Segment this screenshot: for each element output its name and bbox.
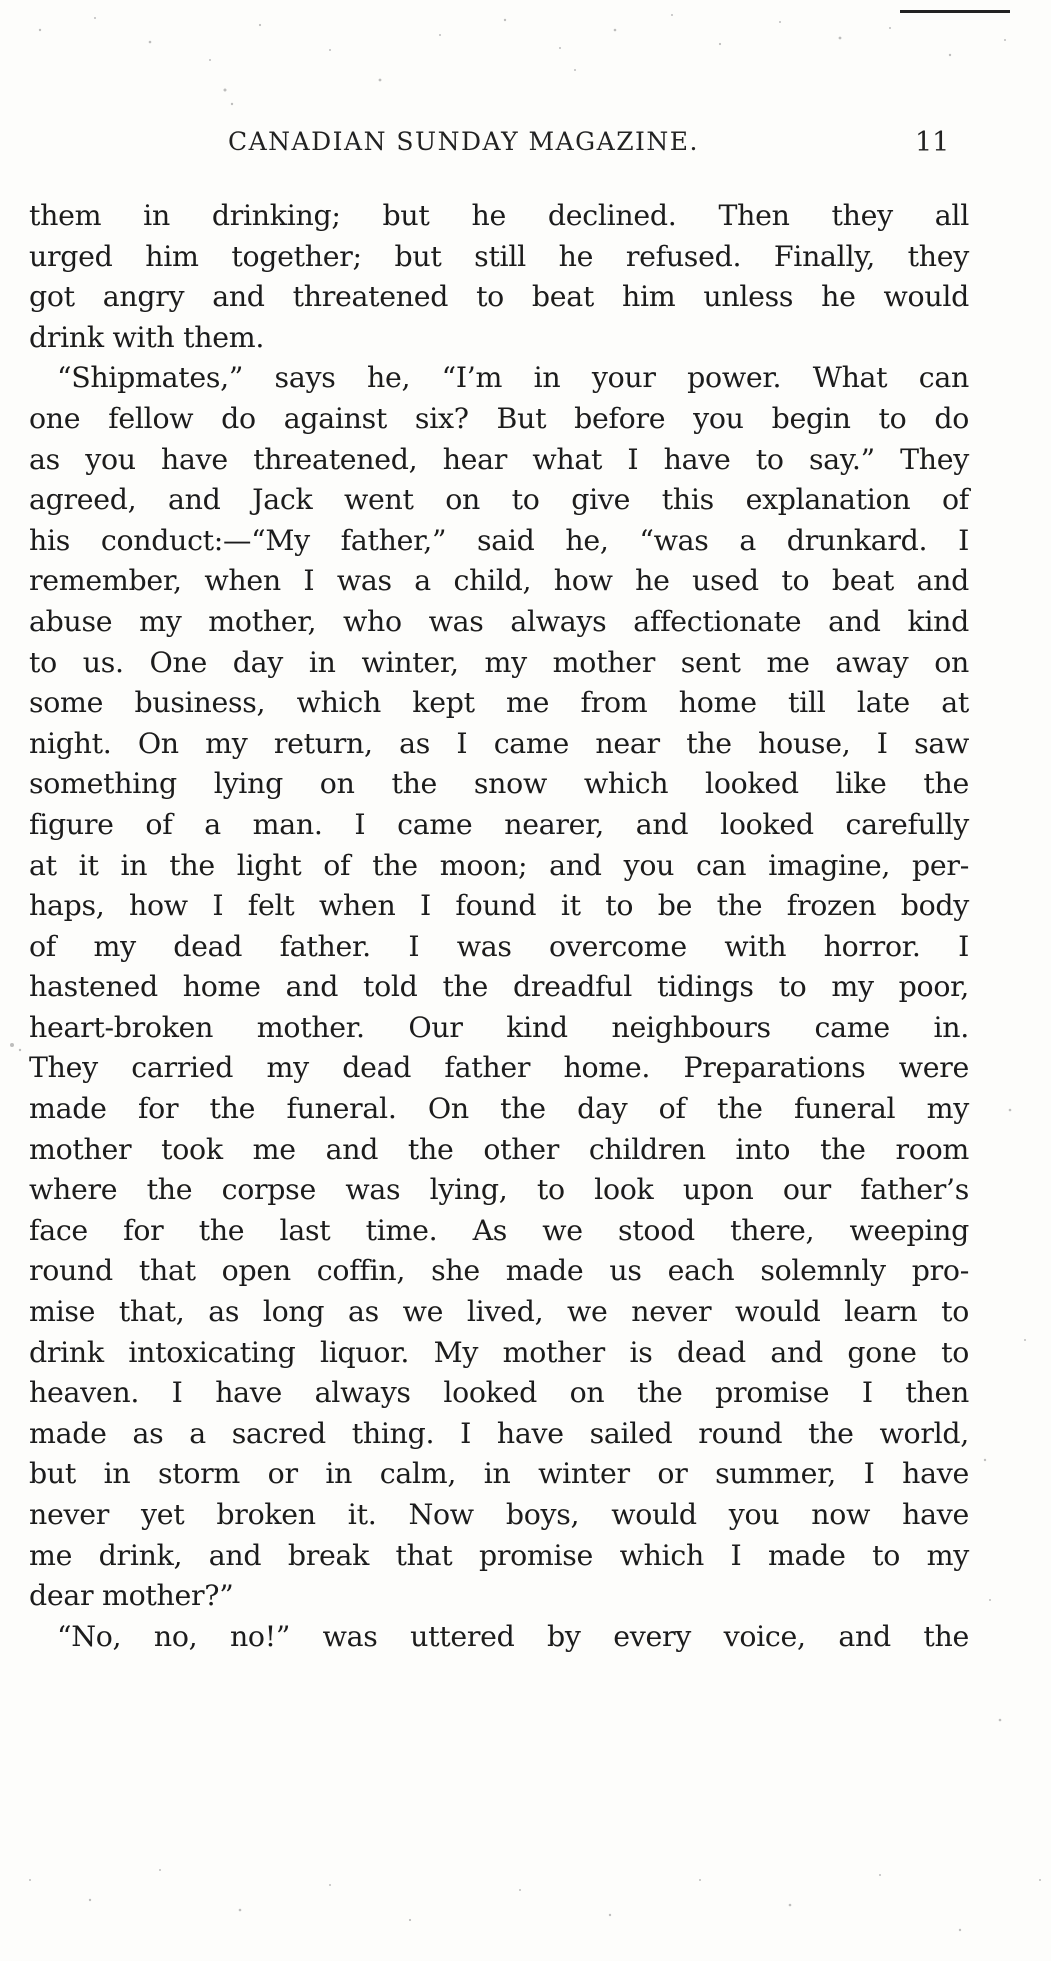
text-line: made for the funeral. On the day of the funeral my <box>29 1092 969 1126</box>
text-line: where the corpse was lying, to look upon our father’s <box>29 1173 969 1207</box>
text-line: of my dead father. I was overcome with horror. I <box>29 929 969 963</box>
text-line: made as a sacred thing. I have sailed round the world, <box>29 1416 969 1450</box>
page-header <box>0 127 1051 167</box>
text-line: got angry and threatened to beat him unless he would <box>29 280 969 314</box>
text-line: but in storm or in calm, in winter or summer, I have <box>29 1457 969 1491</box>
text-line: mother took me and the other children into the room <box>29 1132 969 1166</box>
text-line: hastened home and told the dreadful tidings to my poor, <box>29 970 969 1004</box>
text-line: agreed, and Jack went on to give this explanation of <box>29 483 969 517</box>
text-line: figure of a man. I came nearer, and looked carefully <box>29 807 969 841</box>
top-edge-rule <box>900 10 1010 13</box>
text-line: his conduct:—“My father,” said he, “was a drunkard. I <box>29 523 969 557</box>
text-line: to us. One day in winter, my mother sent me away on <box>29 645 969 679</box>
body-text <box>29 196 969 1657</box>
text-line: me drink, and break that promise which I made to my <box>29 1538 969 1572</box>
text-line: urged him together; but still he refused. Finally, they <box>29 239 969 273</box>
page-number: 11 <box>915 127 950 158</box>
text-line: them in drinking; but he declined. Then they all <box>29 199 969 232</box>
text-line: something lying on the snow which looked like the <box>29 767 969 801</box>
text-line: heart-broken mother. Our kind neighbours came in. <box>29 1010 969 1044</box>
text-line: some business, which kept me from home till late at <box>29 686 969 720</box>
text-line: “Shipmates,” says he, “I’m in your power. What can <box>57 361 969 395</box>
text-line: round that open coffin, she made us each solemnly pro- <box>29 1254 969 1288</box>
text-line: heaven. I have always looked on the promise I then <box>29 1376 969 1410</box>
text-line: abuse my mother, who was always affectionate and kind <box>29 604 969 638</box>
text-line: They carried my dead father home. Preparations were <box>29 1051 969 1085</box>
text-line: never yet broken it. Now boys, would you now have <box>29 1498 969 1531</box>
text-line: night. On my return, as I came near the house, I saw <box>29 726 969 760</box>
text-line: one fellow do against six? But before you begin to do <box>29 401 969 435</box>
text-line: face for the last time. As we stood there, weeping <box>29 1213 969 1247</box>
text-line: at it in the light of the moon; and you can imagine, per- <box>29 848 969 882</box>
text-line: remember, when I was a child, how he used to beat and <box>29 564 969 598</box>
text-line: dear mother?” <box>29 1579 234 1613</box>
text-line: haps, how I felt when I found it to be the frozen body <box>29 889 969 923</box>
text-line: as you have threatened, hear what I have to say.” They <box>29 442 969 476</box>
text-line: “No, no, no!” was uttered by every voice, and the <box>57 1619 969 1653</box>
text-line: drink intoxicating liquor. My mother is dead and gone to <box>29 1335 969 1369</box>
running-title: CANADIAN SUNDAY MAGAZINE. <box>228 127 700 156</box>
text-line: drink with them. <box>29 320 265 354</box>
text-line: mise that, as long as we lived, we never would learn to <box>29 1295 969 1329</box>
